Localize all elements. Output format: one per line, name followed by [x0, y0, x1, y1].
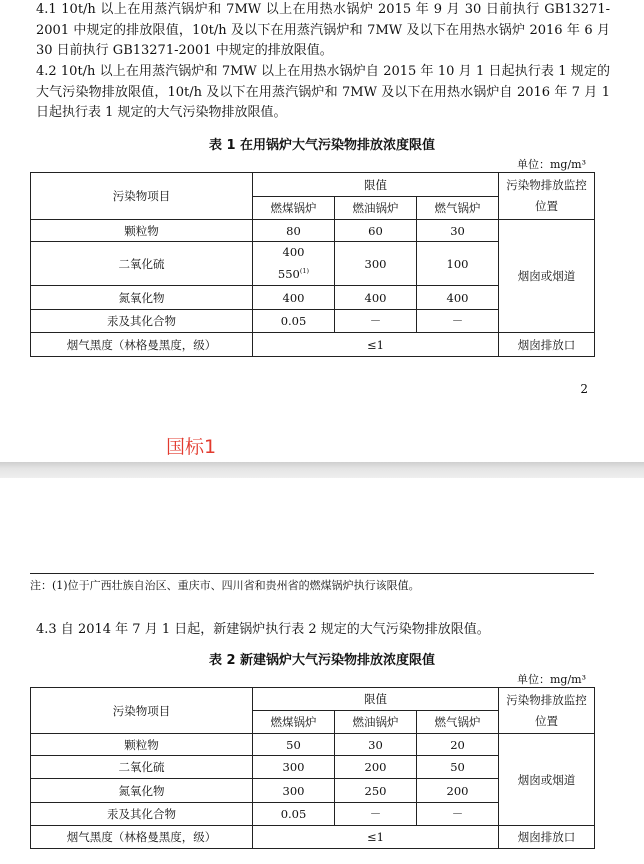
- page-number: 2: [580, 382, 588, 396]
- value-oil: 300: [335, 242, 417, 286]
- value-coal: 0.05: [253, 310, 335, 333]
- pollutant-name: 二氧化硫: [31, 756, 253, 779]
- monitor-stack: 烟囱或烟道: [499, 220, 595, 333]
- smoke-item: 烟气黑度（林格曼黑度，级）: [31, 333, 253, 357]
- clause-4-2: 4.2 10t/h 以上在用蒸汽锅炉和 7MW 以上在用热水锅炉自 2015 年 10 月 1 日起执行表 1 规定的大气污染物排放限值，10t/h 及以下在用蒸汽锅炉和 7MW 及以下在用热水锅炉自 2016 年 7 月 1 日起执行表 1 规定的大气污染物排放限值。: [36, 64, 610, 120]
- value-coal: 0.05: [253, 803, 335, 826]
- value-oil: 30: [335, 734, 417, 756]
- pollutant-name: 二氧化硫: [31, 242, 253, 286]
- value-coal: 300: [253, 779, 335, 803]
- table2-col-gas: 燃气锅炉: [417, 711, 499, 734]
- value-gas: 20: [417, 734, 499, 756]
- table-row: [31, 734, 595, 756]
- pollutant-name: 氮氧化物: [31, 779, 253, 803]
- table1-col-oil: 燃油锅炉: [335, 197, 417, 220]
- table1-col-coal: 燃煤锅炉: [253, 197, 335, 220]
- value-coal: [253, 242, 335, 286]
- table2-col-coal: 燃煤锅炉: [253, 711, 335, 734]
- table2: [30, 687, 595, 849]
- monitor-stack: 烟囱或烟道: [499, 734, 595, 826]
- pollutant-name: 汞及其化合物: [31, 803, 253, 826]
- pollutant-name: 颗粒物: [31, 220, 253, 242]
- value-gas: 50: [417, 756, 499, 779]
- value-coal-general: 400: [282, 245, 305, 260]
- document-page-2: [0, 478, 644, 864]
- value-coal-special: 550: [277, 266, 300, 281]
- value-oil: －: [335, 803, 417, 826]
- value-gas: 400: [417, 286, 499, 310]
- clause-4-3: 4.3 自 2014 年 7 月 1 日起，新建锅炉执行表 2 规定的大气污染物排放限值。: [36, 622, 490, 637]
- value-coal: 80: [253, 220, 335, 242]
- table2-head-limit: 限值: [253, 688, 499, 711]
- value-coal: 400: [253, 286, 335, 310]
- value-gas: 30: [417, 220, 499, 242]
- table-row: [31, 220, 595, 242]
- table2-caption: 表 2 新建锅炉大气污染物排放浓度限值: [208, 653, 436, 668]
- value-oil: 250: [335, 779, 417, 803]
- table2-head-item: 污染物项目: [31, 688, 253, 734]
- table1-col-gas: 燃气锅炉: [417, 197, 499, 220]
- table1: [30, 172, 595, 357]
- table1-caption: 表 1 在用锅炉大气污染物排放浓度限值: [208, 138, 436, 153]
- pollutant-name: 汞及其化合物: [31, 310, 253, 333]
- table1-unit: 单位：mg/m³: [516, 158, 586, 171]
- table1-head-item: 污染物项目: [31, 173, 253, 220]
- value-oil: 400: [335, 286, 417, 310]
- value-coal: 300: [253, 756, 335, 779]
- value-gas: －: [417, 803, 499, 826]
- pollutant-name: 颗粒物: [31, 734, 253, 756]
- footnote-marker: (1): [299, 267, 310, 276]
- value-gas: 100: [417, 242, 499, 286]
- page-separator: [0, 462, 644, 478]
- table-row: [31, 333, 595, 357]
- smoke-item: 烟气黑度（林格曼黑度，级）: [31, 826, 253, 849]
- value-oil: 60: [335, 220, 417, 242]
- monitor-outlet: 烟囱排放口: [499, 826, 595, 849]
- table-row: [31, 826, 595, 849]
- table1-head-monitor: 污染物排放监控位置: [499, 173, 595, 220]
- table2-unit: 单位：mg/m³: [516, 673, 586, 686]
- table1-head-limit: 限值: [253, 173, 499, 197]
- value-coal: 50: [253, 734, 335, 756]
- annotation-label: 国标1: [166, 436, 217, 458]
- smoke-limit: ≤1: [253, 333, 499, 357]
- smoke-limit: ≤1: [253, 826, 499, 849]
- pollutant-name: 氮氧化物: [31, 286, 253, 310]
- table2-col-oil: 燃油锅炉: [335, 711, 417, 734]
- value-oil: －: [335, 310, 417, 333]
- clause-4-1: 4.1 10t/h 以上在用蒸汽锅炉和 7MW 以上在用热水锅炉 2015 年 9 月 30 日前执行 GB13271-2001 中规定的排放限值，10t/h 及以下在用蒸汽锅炉和 7MW 及以下在用热水锅炉 2016 年 6 月 30 日前执行 GB13271-2001 中规定的排放限值。: [36, 2, 610, 58]
- table1-footnote: 注：(1)位于广西壮族自治区、重庆市、四川省和贵州省的燃煤锅炉执行该限值。: [30, 573, 594, 593]
- monitor-outlet: 烟囱排放口: [499, 333, 595, 357]
- table2-head-monitor: 污染物排放监控位置: [499, 688, 595, 734]
- value-oil: 200: [335, 756, 417, 779]
- value-gas: 200: [417, 779, 499, 803]
- value-gas: －: [417, 310, 499, 333]
